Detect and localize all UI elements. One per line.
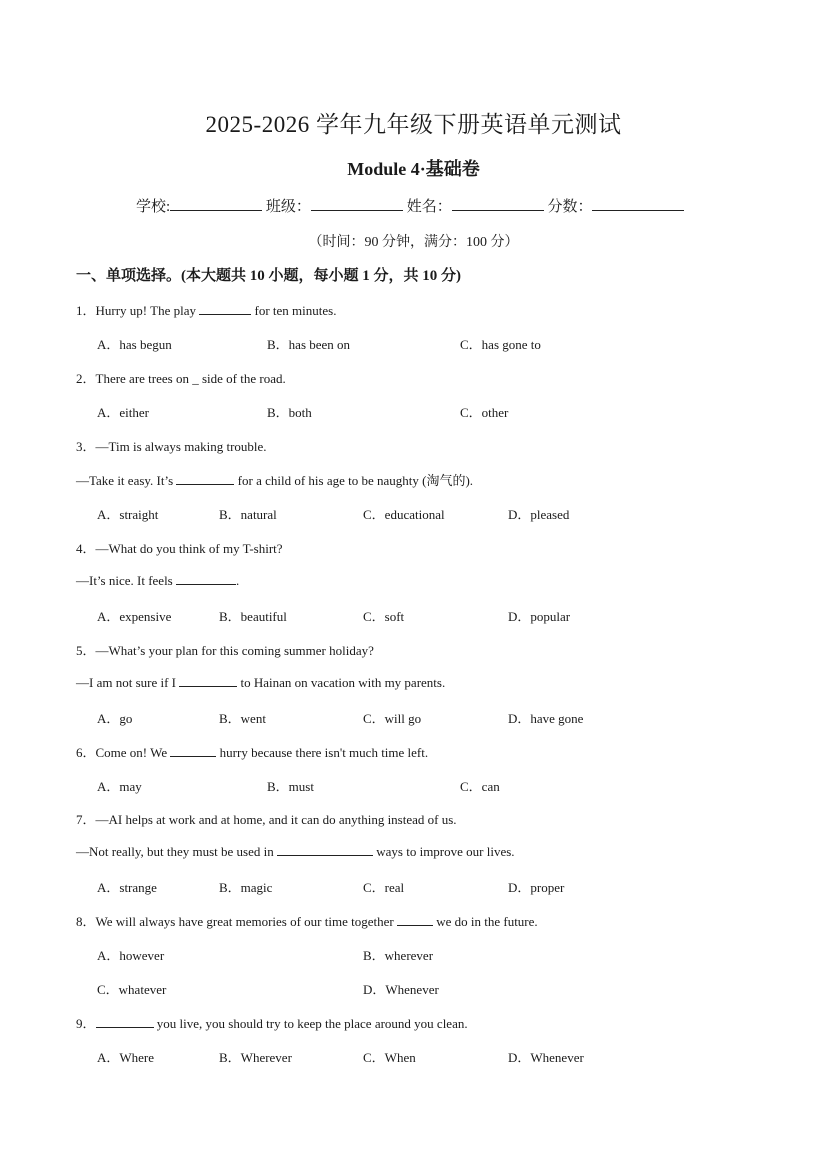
- question-3-reply: [76, 470, 473, 489]
- option-d[interactable]: D．proper: [508, 880, 565, 895]
- option-a[interactable]: A．may: [97, 779, 142, 794]
- option-b[interactable]: B．must: [267, 779, 314, 794]
- page-subtitle: Module 4·基础卷: [347, 159, 480, 179]
- student-info-row: [136, 195, 684, 216]
- option-b[interactable]: B．has been on: [267, 337, 351, 352]
- question-text: you live, you should try to keep the place around you clean.: [153, 1016, 468, 1031]
- answer-blank: [179, 674, 237, 687]
- answer-blank: [397, 913, 433, 926]
- option-a[interactable]: A．straight: [97, 507, 159, 522]
- question-text: 1．Hurry up! The play: [76, 303, 200, 318]
- answer-blank: [96, 1015, 154, 1028]
- option-c[interactable]: C．will go: [363, 711, 422, 726]
- option-c[interactable]: C．soft: [363, 609, 405, 624]
- answer-blank: [199, 302, 251, 315]
- question-3: 3．—Tim is always making trouble.: [76, 439, 267, 454]
- page-title: 2025-2026 学年九年级下册英语单元测试: [205, 112, 622, 137]
- answer-blank: [176, 472, 234, 485]
- question-text: we do in the future.: [432, 914, 538, 929]
- name-label: 姓名：: [406, 199, 452, 215]
- question-3-options: [97, 504, 797, 522]
- option-a[interactable]: A．strange: [97, 880, 157, 895]
- section-title: 一、单项选择。(本大题共 10 小题，每小题 1 分，共 10 分): [76, 268, 461, 284]
- question-text: 9．: [76, 1016, 96, 1031]
- school-label: 学校:: [136, 199, 171, 215]
- question-7: 7．—AI helps at work and at home, and it can do anything instead of us.: [76, 812, 457, 827]
- question-7-reply: [76, 843, 515, 860]
- question-4-options: [97, 606, 797, 624]
- name-field[interactable]: [452, 196, 544, 211]
- question-text: hurry because there isn't much time left.: [216, 745, 429, 760]
- option-a[interactable]: A．however: [97, 948, 165, 963]
- option-a[interactable]: A．expensive: [97, 609, 172, 624]
- question-1-options: [97, 334, 797, 352]
- question-text: —It’s nice. It feels: [76, 573, 176, 588]
- class-field[interactable]: [311, 196, 403, 211]
- question-2-options: [97, 402, 797, 420]
- option-b[interactable]: B．wherever: [363, 948, 434, 963]
- question-5-options: [97, 708, 797, 726]
- option-c[interactable]: C．has gone to: [460, 337, 541, 352]
- option-a[interactable]: A．either: [97, 405, 149, 420]
- question-text: for ten minutes.: [251, 303, 337, 318]
- answer-blank: [277, 843, 373, 856]
- question-4: 4．—What do you think of my T-shirt?: [76, 541, 283, 556]
- question-5: 5．—What’s your plan for this coming summer holiday?: [76, 643, 374, 658]
- question-5-reply: [76, 674, 445, 691]
- school-field[interactable]: [170, 196, 262, 211]
- option-b[interactable]: B．beautiful: [219, 609, 287, 624]
- question-8: [76, 911, 538, 930]
- option-d[interactable]: D．pleased: [508, 507, 570, 522]
- option-c[interactable]: C．whatever: [97, 982, 167, 997]
- question-text: 6．Come on! We: [76, 745, 171, 760]
- option-a[interactable]: A．go: [97, 711, 133, 726]
- answer-blank: [176, 572, 236, 585]
- question-text: .: [236, 573, 240, 588]
- score-label: 分数：: [547, 199, 593, 215]
- question-8-options-row-1: [97, 945, 797, 963]
- option-c[interactable]: C．educational: [363, 507, 445, 522]
- question-2: 2．There are trees on _ side of the road.: [76, 371, 286, 386]
- option-b[interactable]: B．went: [219, 711, 266, 726]
- question-9: [76, 1013, 468, 1032]
- option-d[interactable]: D．popular: [508, 609, 571, 624]
- exam-time-info: （时间：90 分钟，满分：100 分）: [308, 235, 519, 250]
- option-b[interactable]: B．Wherever: [219, 1050, 292, 1065]
- answer-blank: [170, 744, 216, 757]
- option-c[interactable]: C．other: [460, 405, 509, 420]
- option-d[interactable]: D．Whenever: [508, 1050, 584, 1065]
- option-c[interactable]: C．real: [363, 880, 405, 895]
- option-b[interactable]: B．magic: [219, 880, 273, 895]
- question-9-options: [97, 1047, 797, 1065]
- question-text: —I am not sure if I: [76, 675, 180, 690]
- question-text: —Take it easy. It’s: [76, 473, 177, 488]
- option-b[interactable]: B．both: [267, 405, 312, 420]
- question-text: for a child of his age to be naughty (淘气的).: [234, 473, 474, 488]
- question-8-options-row-2: [97, 979, 797, 997]
- option-a[interactable]: A．has begun: [97, 337, 172, 352]
- option-a[interactable]: A．Where: [97, 1050, 155, 1065]
- score-field[interactable]: [592, 196, 684, 211]
- option-d[interactable]: D．have gone: [508, 711, 584, 726]
- question-7-options: [97, 877, 797, 895]
- question-text: —Not really, but they must be used in: [76, 844, 277, 859]
- question-6: [76, 742, 428, 761]
- question-1: [76, 300, 336, 319]
- question-4-reply: [76, 572, 239, 589]
- question-text: to Hainan on vacation with my parents.: [237, 675, 446, 690]
- option-c[interactable]: C．can: [460, 779, 500, 794]
- question-text: 8．We will always have great memories of our time together: [76, 914, 397, 929]
- option-b[interactable]: B．natural: [219, 507, 277, 522]
- option-c[interactable]: C．When: [363, 1050, 416, 1065]
- question-text: ways to improve our lives.: [373, 844, 515, 859]
- class-label: 班级：: [265, 199, 311, 215]
- option-d[interactable]: D．Whenever: [363, 982, 439, 997]
- question-6-options: [97, 776, 797, 794]
